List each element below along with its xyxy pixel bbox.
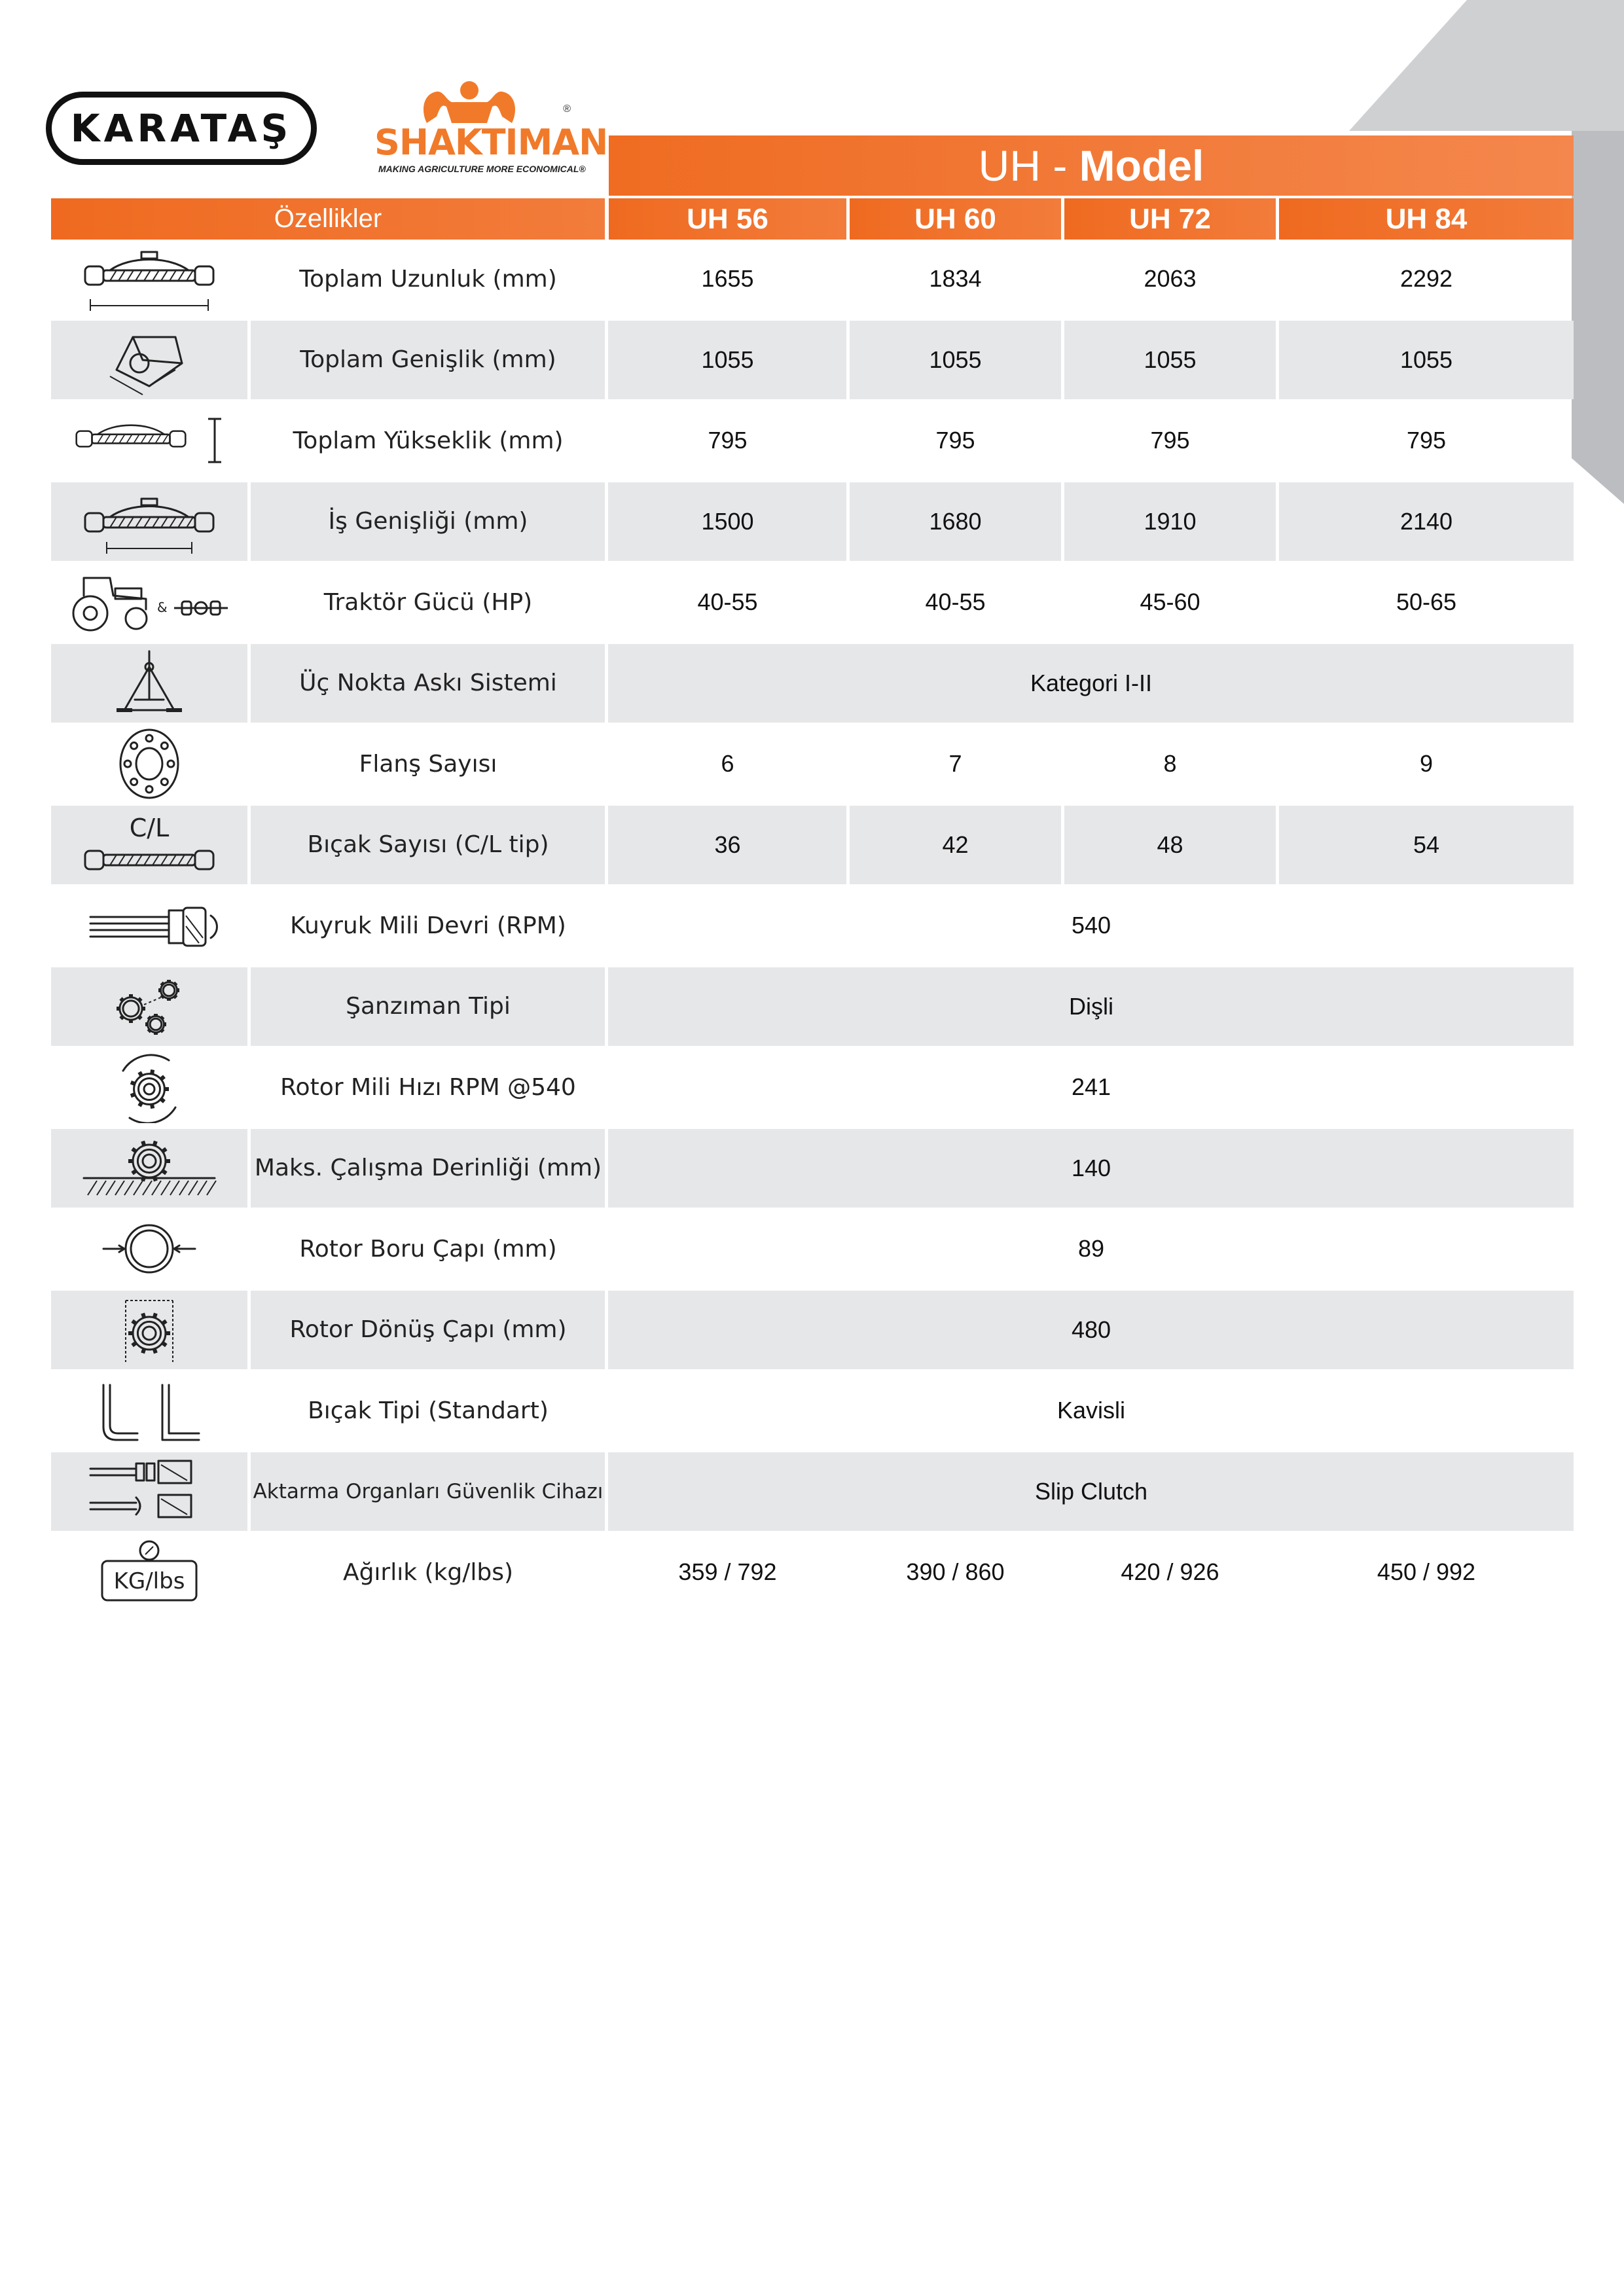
blade-count-icon (51, 806, 247, 884)
blade-type-icon (51, 1371, 247, 1450)
shaktiman-tagline: MAKING AGRICULTURE MORE ECONOMICAL® (378, 164, 586, 174)
column-separator (247, 806, 251, 884)
spec-row (51, 886, 1574, 965)
spec-value-uh56: 6 (721, 750, 734, 777)
spec-value-uh84: 2140 (1399, 507, 1453, 535)
spec-value-all-models: Dişli (1069, 992, 1113, 1020)
shaktiman-reg-mark: ® (563, 103, 571, 115)
spec-row (51, 967, 1574, 1046)
column-separator (605, 806, 608, 884)
machine-width-icon (51, 321, 247, 399)
working-depth-icon (51, 1129, 247, 1208)
spec-value-uh84: 1055 (1399, 346, 1453, 373)
rotor-diameter-icon (51, 1291, 247, 1369)
spec-label: Rotor Boru Çapı (mm) (299, 1235, 557, 1263)
spec-label: Traktör Gücü (HP) (323, 588, 533, 616)
spec-value-all-models: 540 (1071, 912, 1111, 939)
spec-value-uh60: 7 (948, 750, 962, 777)
spec-value-uh84: 450 / 992 (1377, 1558, 1476, 1585)
spec-value-all-models: Kategori I-II (1030, 669, 1153, 696)
model-header-uh56: UH 56 (609, 198, 846, 240)
spec-value-uh60: 1680 (929, 507, 982, 535)
karatas-logo (46, 92, 317, 165)
safety-device-icon (51, 1452, 247, 1531)
column-separator (247, 1452, 251, 1531)
spec-value-uh60: 795 (935, 427, 975, 454)
model-title-prefix: UH - (978, 141, 1079, 190)
spec-value-all-models: 480 (1071, 1316, 1111, 1343)
column-separator (247, 1129, 251, 1208)
spec-label: Rotor Mili Hızı RPM @540 (280, 1073, 576, 1101)
spec-label: Toplam Uzunluk (mm) (299, 265, 557, 293)
spec-value-uh56: 1655 (701, 265, 754, 292)
svg-text:KG/lbs: KG/lbs (113, 1568, 185, 1594)
spec-row (51, 321, 1574, 399)
rotor-speed-icon (51, 1048, 247, 1126)
spec-value-uh72: 45-60 (1140, 588, 1200, 615)
spec-row (51, 1210, 1574, 1288)
column-separator (247, 1291, 251, 1369)
spec-label: Toplam Genişlik (mm) (300, 346, 556, 373)
working-width-icon (51, 482, 247, 561)
three-point-hitch-icon (51, 644, 247, 723)
spec-label: Ağırlık (kg/lbs) (342, 1558, 514, 1586)
karatas-logo-text: KARATAŞ (70, 106, 293, 151)
column-separator (605, 482, 608, 561)
spec-row (51, 644, 1574, 723)
model-header-uh60: UH 60 (850, 198, 1061, 240)
shaktiman-logo-text: SHAKTIMAN (374, 122, 608, 163)
column-separator (605, 1452, 608, 1531)
column-separator (247, 967, 251, 1046)
spec-value-uh56: 795 (708, 427, 748, 454)
spec-label: İş Genişliği (mm) (328, 508, 528, 535)
spec-label: Kuyruk Mili Devri (RPM) (290, 912, 566, 939)
spec-label: Bıçak Sayısı (C/L tip) (307, 831, 549, 858)
model-title-main: Model (1079, 141, 1204, 190)
spec-label: Rotor Dönüş Çapı (mm) (289, 1316, 567, 1343)
spec-label: Üç Nokta Askı Sistemi (299, 670, 557, 696)
spec-label: Maks. Çalışma Derinliği (mm) (254, 1155, 602, 1181)
spec-value-uh72: 8 (1163, 750, 1177, 777)
spec-value-uh60: 1055 (929, 346, 982, 373)
column-separator (605, 644, 608, 723)
spec-value-uh84: 795 (1406, 427, 1447, 454)
spec-row (51, 401, 1574, 480)
spec-table-header (51, 198, 1574, 240)
column-separator (247, 482, 251, 561)
spec-value-uh84: 54 (1413, 831, 1440, 858)
weight-icon (51, 1533, 247, 1611)
spec-value-uh56: 1500 (701, 507, 754, 535)
spec-value-uh60: 390 / 860 (906, 1558, 1005, 1585)
gearbox-icon (51, 967, 247, 1046)
spec-value-all-models: Slip Clutch (1034, 1477, 1148, 1505)
model-title-band (609, 135, 1574, 196)
column-separator (247, 321, 251, 399)
spec-label: Toplam Yükseklik (mm) (293, 427, 564, 454)
spec-value-uh56: 36 (714, 831, 741, 858)
spec-label: Bıçak Tipi (Standart) (308, 1397, 549, 1424)
spec-row (51, 1129, 1574, 1208)
spec-row (51, 240, 1574, 318)
spec-value-uh56: 40-55 (697, 588, 758, 615)
spec-value-uh72: 1910 (1144, 507, 1197, 535)
spec-label: Şanzıman Tipi (346, 993, 511, 1020)
svg-text:&: & (157, 600, 168, 615)
spec-label: Aktarma Organları Güvenlik Cihazı (253, 1479, 604, 1503)
spec-value-uh60: 42 (942, 831, 969, 858)
spec-row (51, 1048, 1574, 1126)
spec-value-all-models: Kavisli (1056, 1397, 1126, 1424)
svg-text:C/L: C/L (129, 813, 170, 842)
column-separator (605, 1291, 608, 1369)
machine-length-icon (51, 240, 247, 318)
spec-row (51, 1371, 1574, 1450)
spec-value-uh84: 2292 (1399, 265, 1453, 292)
spec-label: Flanş Sayısı (359, 750, 497, 778)
spec-value-uh72: 2063 (1144, 265, 1197, 292)
spec-value-uh56: 1055 (701, 346, 754, 373)
spec-value-uh56: 359 / 792 (678, 1558, 777, 1585)
spec-row (51, 1291, 1574, 1369)
flange-icon (51, 725, 247, 803)
spec-value-all-models: 140 (1071, 1154, 1111, 1181)
column-separator (247, 644, 251, 723)
shaktiman-logo (374, 77, 608, 182)
spec-value-uh72: 48 (1157, 831, 1183, 858)
spec-row (51, 1533, 1574, 1611)
column-separator (605, 1129, 608, 1208)
spec-value-uh72: 1055 (1144, 346, 1197, 373)
spec-row (51, 563, 1574, 641)
model-header-uh72: UH 72 (1064, 198, 1276, 240)
rotor-tube-icon (51, 1210, 247, 1288)
spec-value-uh60: 40-55 (925, 588, 986, 615)
spec-row (51, 806, 1574, 884)
spec-row (51, 725, 1574, 803)
spec-value-uh60: 1834 (929, 265, 982, 292)
tractor-power-icon (51, 563, 247, 641)
spec-row (51, 1452, 1574, 1531)
spec-value-uh84: 9 (1419, 750, 1434, 777)
spec-value-uh72: 420 / 926 (1121, 1558, 1219, 1585)
spec-value-uh84: 50-65 (1396, 588, 1457, 615)
feature-column-header: Özellikler (51, 198, 605, 240)
column-separator (605, 967, 608, 1046)
spec-value-all-models: 241 (1071, 1073, 1111, 1100)
spec-value-all-models: 89 (1077, 1235, 1105, 1262)
model-header-uh84: UH 84 (1279, 198, 1574, 240)
column-separator (605, 321, 608, 399)
spec-value-uh72: 795 (1150, 427, 1190, 454)
spec-row (51, 482, 1574, 561)
machine-height-icon (51, 401, 247, 480)
pto-shaft-icon (51, 886, 247, 965)
